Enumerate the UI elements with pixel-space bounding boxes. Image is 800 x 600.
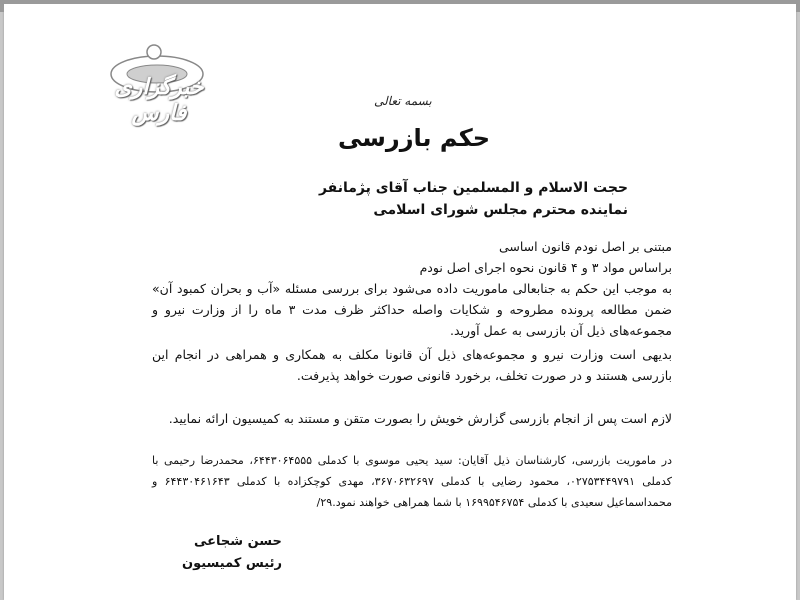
addressee-title: نماینده محترم مجلس شورای اسلامی: [373, 202, 628, 218]
basmala: بسمه تعالی: [374, 94, 432, 108]
document-title: حکم بازرسی: [338, 124, 490, 152]
signer-name: حسن شجاعی: [194, 534, 282, 549]
paragraph-3: به موجب این حکم به جنابعالی ماموریت داده می‌شود برای بررسی مسئله «آب و بحران کمبود آن» ضمن مطالعه پرونده مطروحه و شکایات واصله حداکثر ظرف مدت ۳ ماه را از وزارت نیرو و مجموعه‌های ذیل آن بازرسی به عمل آورید.: [152, 281, 673, 338]
addressee-name: حجت الاسلام و المسلمین جناب آقای پژمانفر: [318, 180, 628, 196]
paragraph-5: لازم است پس از انجام بازرسی گزارش خویش را بصورت متقن و مستند به کمیسیون ارائه نمایید.: [168, 411, 672, 426]
paragraph-6: در ماموریت بازرسی، کارشناسان ذیل آقایان: سید یحیی موسوی با کدملی ۶۴۴۳۰۶۴۵۵۵، محمدرضا رحیمی با کدملی ۰۲۷۵۳۴۴۹۷۹۱، محمود رضایی با کدملی ۳۶۷۰۶۳۲۶۹۷، مهدی کوچکزاده با کدملی ۶۴۴۳۰۴۶۱۶۴۳ و محمداسماعیل سعیدی با کدملی ۱۶۹۹۵۴۶۷۵۴ با شما همراهی خواهند نمود.۲۹/: [152, 454, 672, 509]
document-page: [4, 4, 796, 600]
signer-position: رئیس کمیسیون: [182, 556, 282, 571]
logo-text: خبرگزاری فارس: [114, 74, 204, 126]
paragraph-4: بدیهی است وزارت نیرو و مجموعه‌های ذیل آن قانونا مکلف به همکاری و همراهی در انجام این بازرسی هستند و در صورت تخلف، برخورد قانونی صورت خواهد پذیرفت.: [152, 347, 672, 383]
paragraph-2: براساس مواد ۳ و ۴ قانون نحوه اجرای اصل نودم: [419, 260, 672, 275]
paragraph-1: مبتنی بر اصل نودم قانون اساسی: [498, 239, 672, 254]
